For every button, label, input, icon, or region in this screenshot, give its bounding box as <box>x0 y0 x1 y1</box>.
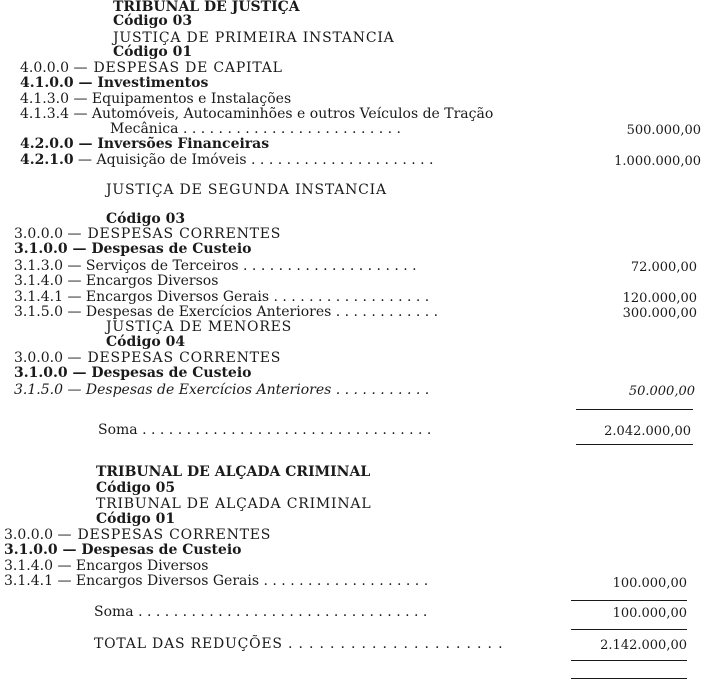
line-code: 4.1.3.0 <box>20 91 69 107</box>
line-item <box>14 366 251 381</box>
soma-amount: 100.000,00 <box>612 606 687 621</box>
subsection-title: JUSTIÇA DE SEGUNDA INSTANCIA <box>106 182 387 198</box>
amount: 300.000,00 <box>622 306 697 321</box>
line-desc: — Aquisição de Imóveis . . . . . . . . . . . . . . . . . . . . . <box>78 152 434 168</box>
line-code: 4.2.1.0 <box>20 152 74 168</box>
amount: 50.000,00 <box>628 384 695 399</box>
divider <box>571 678 687 679</box>
line-code: 3.1.0.0 <box>14 365 68 381</box>
line-item <box>20 153 434 168</box>
line-item <box>14 351 281 366</box>
section-title-tribunal-alcada: TRIBUNAL DE ALÇADA CRIMINAL <box>96 464 371 480</box>
line-desc: — Encargos Diversos Gerais . . . . . . . . . . . . . . . . . . . <box>57 573 429 589</box>
line-item <box>20 107 493 122</box>
line-code: 3.1.3.0 <box>14 258 63 274</box>
subsection-codigo: Código 04 <box>106 334 186 350</box>
soma-amount: 2.042.000,00 <box>604 424 691 439</box>
subsection-title: JUSTIÇA DE PRIMEIRA INSTANCIA <box>113 30 395 46</box>
line-item <box>4 574 428 589</box>
line-code: 4.2.0.0 <box>20 136 74 152</box>
subsection-title: TRIBUNAL DE ALÇADA CRIMINAL <box>96 496 372 512</box>
line-item <box>14 259 417 274</box>
line-desc: — DESPESAS CORRENTES <box>57 527 272 543</box>
subsection-codigo: Código 03 <box>106 211 186 227</box>
line-desc: — Despesas de Custeio <box>62 542 242 558</box>
line-desc: — Serviços de Terceiros . . . . . . . . . . . . . . . . . . . . <box>67 258 417 274</box>
line-desc: — Despesas de Custeio <box>72 241 252 257</box>
line-desc: — Despesas de Exercícios Anteriores . . . . . . . . . . . . <box>67 304 439 320</box>
soma-label: Soma . . . . . . . . . . . . . . . . . . . . . . . . . . . . . . . . . <box>94 604 428 620</box>
line-code: 3.1.4.1 <box>4 573 53 589</box>
line-desc: — Encargos Diversos <box>67 273 219 289</box>
line-code: 3.1.4.1 <box>14 289 63 305</box>
line-code: 4.1.3.4 <box>20 106 69 122</box>
subsection-codigo: Código 01 <box>113 44 193 60</box>
line-item <box>20 76 208 91</box>
subsection-codigo: Código 01 <box>96 511 176 527</box>
line-code: 3.1.4.0 <box>4 558 53 574</box>
line-code: 3.0.0.0 <box>4 527 53 543</box>
line-item <box>14 227 281 242</box>
section-title-tribunal-justica: TRIBUNAL DE JUSTIÇA <box>113 0 300 15</box>
line-code: 4.1.0.0 <box>20 75 74 91</box>
line-code: 3.0.0.0 <box>14 350 63 366</box>
line-item <box>4 543 241 558</box>
line-desc: — DESPESAS CORRENTES <box>67 226 282 242</box>
divider <box>571 600 687 601</box>
line-code: 3.1.0.0 <box>4 542 58 558</box>
total-label: TOTAL DAS REDUÇÕES . . . . . . . . . . . . . . . . . . . . . <box>94 636 504 652</box>
line-code: 3.1.0.0 <box>14 241 68 257</box>
line-item <box>20 61 283 76</box>
line-desc: — Inversões Financeiras <box>78 136 270 152</box>
amount: 100.000,00 <box>612 576 687 591</box>
line-desc: — DESPESAS DE CAPITAL <box>73 60 283 76</box>
line-desc: — Encargos Diversos <box>57 558 209 574</box>
line-continuation: Mecânica . . . . . . . . . . . . . . . . . . . . . . . . . <box>110 121 401 137</box>
line-code: 3.1.5.0 <box>14 382 63 398</box>
line-desc: — Investimentos <box>78 75 209 91</box>
line-item <box>20 137 269 152</box>
line-code: 3.0.0.0 <box>14 226 63 242</box>
line-item <box>14 290 429 305</box>
line-item <box>14 274 218 289</box>
line-desc: — Despesas de Custeio <box>72 365 252 381</box>
line-item <box>14 305 438 320</box>
amount: 72.000,00 <box>630 260 697 275</box>
section-codigo: Código 05 <box>96 480 176 496</box>
line-item <box>4 559 208 574</box>
line-item <box>20 92 291 107</box>
amount: 120.000,00 <box>622 291 697 306</box>
divider <box>571 660 687 661</box>
line-desc: — Encargos Diversos Gerais . . . . . . . . . . . . . . . . . . <box>67 289 430 305</box>
amount: 500.000,00 <box>626 123 701 138</box>
total-amount: 2.142.000,00 <box>600 638 687 653</box>
line-code: 3.1.5.0 <box>14 304 63 320</box>
soma-label: Soma . . . . . . . . . . . . . . . . . . . . . . . . . . . . . . . . . <box>98 422 432 438</box>
line-item <box>14 383 429 398</box>
line-item <box>4 528 271 543</box>
line-code: 3.1.4.0 <box>14 273 63 289</box>
line-desc: — Automóveis, Autocaminhões e outros Veículos de Tração <box>73 106 494 122</box>
line-desc: — Equipamentos e Instalações <box>73 91 292 107</box>
divider <box>571 629 687 630</box>
divider <box>576 444 693 445</box>
line-desc: — DESPESAS CORRENTES <box>67 350 282 366</box>
section-codigo: Código 03 <box>113 13 193 29</box>
amount: 1.000.000,00 <box>614 154 701 169</box>
line-item <box>14 242 251 257</box>
line-desc: — Despesas de Exercícios Anteriores . . . . . . . . . . . <box>67 382 430 398</box>
subsection-title: JUSTIÇA DE MENORES <box>106 319 293 335</box>
divider <box>576 409 693 410</box>
line-code: 4.0.0.0 <box>20 60 69 76</box>
